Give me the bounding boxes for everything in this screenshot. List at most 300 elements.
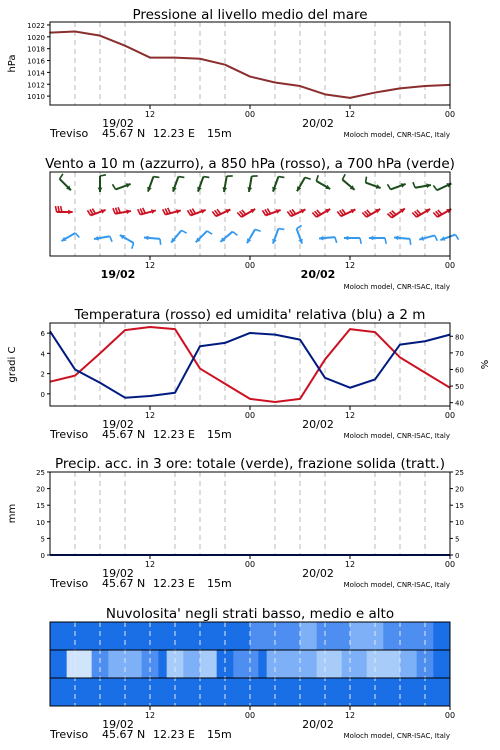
cloud-cell-medio [408,650,417,678]
cloud-cell-alto [92,622,101,650]
wind-feather [112,184,115,189]
station-lon: 12.23 E [153,577,195,590]
cloud-cell-medio [225,650,234,678]
date-label: 19/02 [102,567,134,580]
cloud-cell-medio [50,650,59,678]
y-tick-label: 5 [40,535,45,544]
pressure-point [274,82,276,84]
x-tick-label: 00 [244,110,256,119]
wind-barb-1 [362,209,380,217]
cloud-cell-basso [433,678,442,706]
pressure-point [424,85,426,87]
wind-barb-1 [262,209,280,216]
pressure-point [374,92,376,94]
wind-barb-0 [297,177,311,191]
cloud-cell-alto [167,622,176,650]
date-label: 19/02 [102,117,134,130]
pressure-point [299,85,301,87]
cloud-cell-basso [83,678,92,706]
cloud-cell-alto [67,622,76,650]
cloud-cell-alto [433,622,442,650]
pressure-point [124,45,126,47]
wind-arrowhead [369,236,373,241]
wind-feather [168,208,171,213]
cloud-cell-basso [392,678,401,706]
model-credit: Moloch model, CNR-ISAC, Italy [343,432,450,440]
station-name: Treviso [50,127,89,140]
cloud-cell-medio [183,650,192,678]
wind-feather [110,236,112,242]
wind-feather [387,184,390,189]
y-tick-label: 1014 [27,69,45,78]
wind-barb-1 [433,209,451,217]
cloud-cell-alto [117,622,126,650]
cloud-cell-medio [175,650,184,678]
cloud-cell-alto [75,622,84,650]
cloud-cell-medio [108,650,117,678]
cloud-cell-alto [125,622,134,650]
pressure-point [349,97,351,99]
y-tick-label: 1010 [27,93,45,102]
cloud-cell-basso [117,678,126,706]
cloud-cell-alto [208,622,217,650]
chart-title: Precip. acc. in 3 ore: totale (verde), frazione solida (tratt.) [55,456,445,472]
cloud-cell-medio [150,650,159,678]
cloud-cell-alto [217,622,226,650]
wind-barb-2 [247,229,261,243]
x-tick-label: 00 [244,560,256,569]
cloud-cell-basso [400,678,409,706]
date-label: 19/02 [102,418,134,431]
wind-barb-2 [196,231,212,242]
wind-barb-1 [138,208,156,215]
cloud-cell-alto [267,622,276,650]
cloud-cell-basso [200,678,209,706]
cloud-cell-medio [92,650,101,678]
cloud-cell-medio [300,650,309,678]
y-tick-label: 1018 [27,45,45,54]
cloud-cell-alto [292,622,301,650]
y2-tick-label: 5 [455,535,460,544]
station-lon: 12.23 E [153,428,195,441]
cloud-cell-medio [158,650,167,678]
cloud-cell-medio [283,650,292,678]
y-tick-label: 1020 [27,33,45,42]
x-tick-label: 00 [244,261,256,270]
cloud-cell-basso [75,678,84,706]
y-tick-label: 2 [40,370,45,379]
cloud-cell-alto [200,622,209,650]
wind-feather [140,209,143,214]
cloud-cell-medio [375,650,384,678]
date-label: 20/02 [300,268,336,281]
cloud-cell-medio [67,650,76,678]
cloud-cell-basso [267,678,276,706]
x-tick-label: 00 [444,560,456,569]
cloud-cell-basso [283,678,292,706]
cloud-cell-alto [333,622,342,650]
wind-feather [316,175,318,181]
wind-feather [143,208,146,213]
cloud-cell-basso [208,678,217,706]
x-tick-label: 00 [444,711,456,720]
cloud-cell-alto [417,622,426,650]
cloud-cell-medio [250,650,259,678]
cloud-cell-medio [383,650,392,678]
wind-barb-1 [387,209,404,218]
cloud-cell-medio [133,650,142,678]
x-tick-label: 12 [344,560,356,569]
cloud-cell-medio [342,650,351,678]
cloud-cell-alto [400,622,409,650]
wind-feather [233,232,238,236]
x-tick-label: 12 [344,711,356,720]
wind-feather [203,177,209,178]
cloud-cell-basso [408,678,417,706]
wind-barb-2 [94,236,112,242]
wind-feather [413,182,415,188]
wind-arrowhead [144,235,149,240]
plot-frame [50,472,450,555]
station-elev: 15m [207,728,232,741]
cloud-cell-medio [417,650,426,678]
wind-barb-0 [316,175,330,189]
cloud-cell-alto [383,622,392,650]
plot-frame [50,323,450,406]
cloud-cell-basso [383,678,392,706]
cloud-cell-basso [292,678,301,706]
cloud-cell-alto [158,622,167,650]
wind-barb-0 [342,174,354,190]
pressure-point [174,57,176,59]
x-tick-label: 12 [144,411,156,420]
wind-barb-0 [413,182,431,188]
y-tick-label: 20 [36,485,45,494]
station-lat: 45.67 N [102,428,146,441]
cloud-cell-basso [92,678,101,706]
pressure-point [224,64,226,66]
y-tick-label: 6 [40,330,45,339]
cloud-cell-medio [400,650,409,678]
cloud-cell-basso [225,678,234,706]
wind-feather [207,231,212,234]
y-tick-label: 1016 [27,57,45,66]
cloud-cell-medio [258,650,267,678]
cloud-cell-medio [350,650,359,678]
cloud-cell-alto [242,622,251,650]
y2-tick-label: 15 [455,502,464,511]
cloud-cell-alto [325,622,334,650]
cloud-cell-basso [150,678,159,706]
wind-barb-0 [433,183,451,190]
y-tick-label: 1012 [27,81,45,90]
chart-title: Nuvolosita' negli strati basso, medio e alto [105,606,395,622]
y2-tick-label: 25 [455,469,464,477]
y2-tick-label: 60 [455,366,464,375]
model-credit: Moloch model, CNR-ISAC, Italy [343,581,450,589]
chart-title: Temperatura (rosso) ed umidita' relativa (blu) a 2 m [74,307,426,323]
x-tick-label: 12 [344,110,356,119]
cloud-cell-medio [425,650,434,678]
wind-feather [153,177,159,178]
wind-barb-0 [172,177,184,192]
model-credit: Moloch model, CNR-ISAC, Italy [343,131,450,139]
pressure-line [50,31,450,97]
cloud-cell-medio [242,650,251,678]
wind-barb-0 [112,183,130,189]
pressure-point [199,58,201,60]
temperature-line [50,327,450,402]
wind-arrowhead [394,235,399,240]
cloud-cell-medio [442,650,451,678]
cloud-cell-basso [167,678,176,706]
wind-arrowhead [344,236,348,241]
wind-barb-1 [55,206,72,214]
y-axis-label: gradi C [7,346,18,383]
cloud-cell-basso [108,678,117,706]
wind-feather [160,239,161,245]
wind-arrowhead [319,236,324,241]
cloud-cell-alto [50,622,59,650]
wind-feather [435,235,438,240]
pressure-point [149,57,151,59]
wind-barb-1 [312,209,330,217]
wind-barb-1 [113,207,131,214]
wind-barb-2 [61,233,79,241]
cloud-cell-alto [258,622,267,650]
model-credit: Moloch model, CNR-ISAC, Italy [343,732,450,740]
wind-barb-2 [171,230,187,242]
humidity-line [50,331,450,397]
pressure-point [399,88,401,90]
wind-feather [278,177,284,178]
date-label: 20/02 [302,117,334,130]
cloud-cell-medio [267,650,276,678]
wind-feather [278,229,284,230]
cloud-cell-basso [417,678,426,706]
cloud-cell-basso [67,678,76,706]
cloud-cell-basso [367,678,376,706]
wind-barb-0 [387,183,405,189]
wind-feather [181,230,186,233]
cloud-cell-alto [308,622,317,650]
cloud-cell-medio [83,650,92,678]
y2-axis-label: % [480,359,491,370]
cloud-cell-alto [250,622,259,650]
cloud-cell-alto [300,622,309,650]
station-lon: 12.23 E [153,127,195,140]
cloud-cell-medio [392,650,401,678]
y-tick-label: 25 [36,469,45,477]
model-credit: Moloch model, CNR-ISAC, Italy [343,283,450,291]
wind-barb-2 [419,235,437,240]
x-tick-label: 12 [144,560,156,569]
station-name: Treviso [50,428,89,441]
wind-feather [385,238,386,244]
y-tick-label: 0 [40,390,45,399]
wind-feather [255,229,261,231]
y-tick-label: 10 [36,518,45,527]
cloud-cell-alto [392,622,401,650]
wind-feather [100,175,106,176]
date-label: 19/02 [100,268,136,281]
x-tick-label: 00 [444,261,456,270]
cloud-cell-medio [317,650,326,678]
cloud-cell-medio [167,650,176,678]
wind-arrowhead [68,210,72,215]
cloud-cell-basso [333,678,342,706]
cloud-cell-basso [158,678,167,706]
cloud-cell-alto [317,622,326,650]
cloud-cell-basso [133,678,142,706]
cloud-cell-alto [100,622,109,650]
cloud-cell-basso [350,678,359,706]
y-tick-label: 1022 [27,21,45,30]
wind-barb-1 [337,209,355,216]
pressure-point [99,35,101,37]
wind-barb-0 [247,176,257,192]
cloud-cell-basso [275,678,284,706]
wind-feather [410,239,411,245]
cloud-cell-medio [200,650,209,678]
cloud-cell-medio [367,650,376,678]
cloud-cell-basso [233,678,242,706]
cloud-cell-basso [308,678,317,706]
date-label: 20/02 [302,718,334,731]
cloud-cell-basso [217,678,226,706]
y2-tick-label: 70 [455,349,464,358]
y2-tick-label: 80 [455,333,464,342]
wind-barb-2 [344,236,361,244]
wind-barb-2 [144,235,161,244]
wind-feather [360,238,361,244]
wind-barb-2 [220,232,237,242]
cloud-cell-basso [325,678,334,706]
station-lat: 45.67 N [102,728,146,741]
cloud-cell-alto [183,622,192,650]
x-tick-label: 00 [244,411,256,420]
pressure-point [249,76,251,78]
cloud-cell-alto [283,622,292,650]
cloud-cell-basso [442,678,451,706]
station-name: Treviso [50,577,89,590]
cloud-cell-alto [133,622,142,650]
cloud-cell-alto [375,622,384,650]
wind-barb-1 [412,209,430,217]
cloud-cell-basso [183,678,192,706]
wind-barb-2 [319,236,337,243]
wind-barb-0 [366,177,381,189]
cloud-cell-medio [75,650,84,678]
x-tick-label: 12 [144,261,156,270]
station-lon: 12.23 E [153,728,195,741]
wind-barb-1 [87,209,105,216]
cloud-cell-alto [142,622,151,650]
cloud-cell-alto [175,622,184,650]
date-label: 20/02 [302,567,334,580]
cloud-cell-basso [258,678,267,706]
wind-feather [455,235,458,240]
x-tick-label: 12 [144,711,156,720]
wind-feather [55,206,56,212]
cloud-cell-alto [150,622,159,650]
wind-barb-0 [222,176,232,192]
x-tick-label: 12 [344,411,356,420]
cloud-cell-medio [217,650,226,678]
cloud-cell-alto [442,622,451,650]
cloud-cell-alto [425,622,434,650]
chart-title: Pressione al livello medio del mare [132,7,368,23]
wind-barb-2 [120,235,134,249]
y2-tick-label: 0 [455,552,460,560]
cloud-cell-medio [433,650,442,678]
wind-barb-0 [60,174,71,190]
cloud-cell-medio [358,650,367,678]
cloud-cell-basso [358,678,367,706]
cloud-cell-medio [275,650,284,678]
cloud-cell-alto [350,622,359,650]
pressure-point [74,31,76,33]
cloud-cell-medio [292,650,301,678]
y2-tick-label: 40 [455,399,464,408]
cloud-cell-basso [192,678,201,706]
cloud-cell-basso [375,678,384,706]
station-elev: 15m [207,127,232,140]
date-label: 20/02 [302,418,334,431]
wind-barb-1 [237,209,255,217]
wind-barb-2 [272,229,284,244]
y2-tick-label: 20 [455,485,464,494]
cloud-cell-alto [83,622,92,650]
cloud-cell-basso [425,678,434,706]
cloud-cell-medio [117,650,126,678]
wind-feather [297,225,302,228]
wind-feather [113,208,115,214]
cloud-cell-alto [58,622,67,650]
cloud-cell-alto [408,622,417,650]
wind-feather [163,209,166,214]
wind-barb-1 [287,209,305,216]
cloud-cell-medio [58,650,67,678]
cloud-cell-medio [142,650,151,678]
wind-feather [433,185,437,190]
wind-feather [178,177,184,178]
wind-feather [366,177,367,183]
cloud-cell-alto [275,622,284,650]
wind-feather [335,237,337,243]
y-tick-label: 15 [36,502,45,511]
y-tick-label: 4 [40,350,45,359]
cloud-cell-alto [225,622,234,650]
wind-barb-1 [163,208,181,215]
cloud-cell-alto [342,622,351,650]
wind-barb-2 [394,235,411,244]
wind-barb-0 [272,177,284,192]
y2-tick-label: 50 [455,383,464,392]
cloud-cell-medio [100,650,109,678]
cloud-cell-alto [358,622,367,650]
wind-feather [165,209,168,214]
wind-barb-2 [440,235,458,241]
wind-feather [115,208,117,214]
wind-feather [132,243,134,249]
date-label: 19/02 [102,718,134,731]
cloud-cell-basso [50,678,59,706]
y-axis-label: hPa [7,54,18,73]
wind-feather [118,207,120,213]
wind-feather [60,174,63,179]
wind-feather [305,177,311,179]
